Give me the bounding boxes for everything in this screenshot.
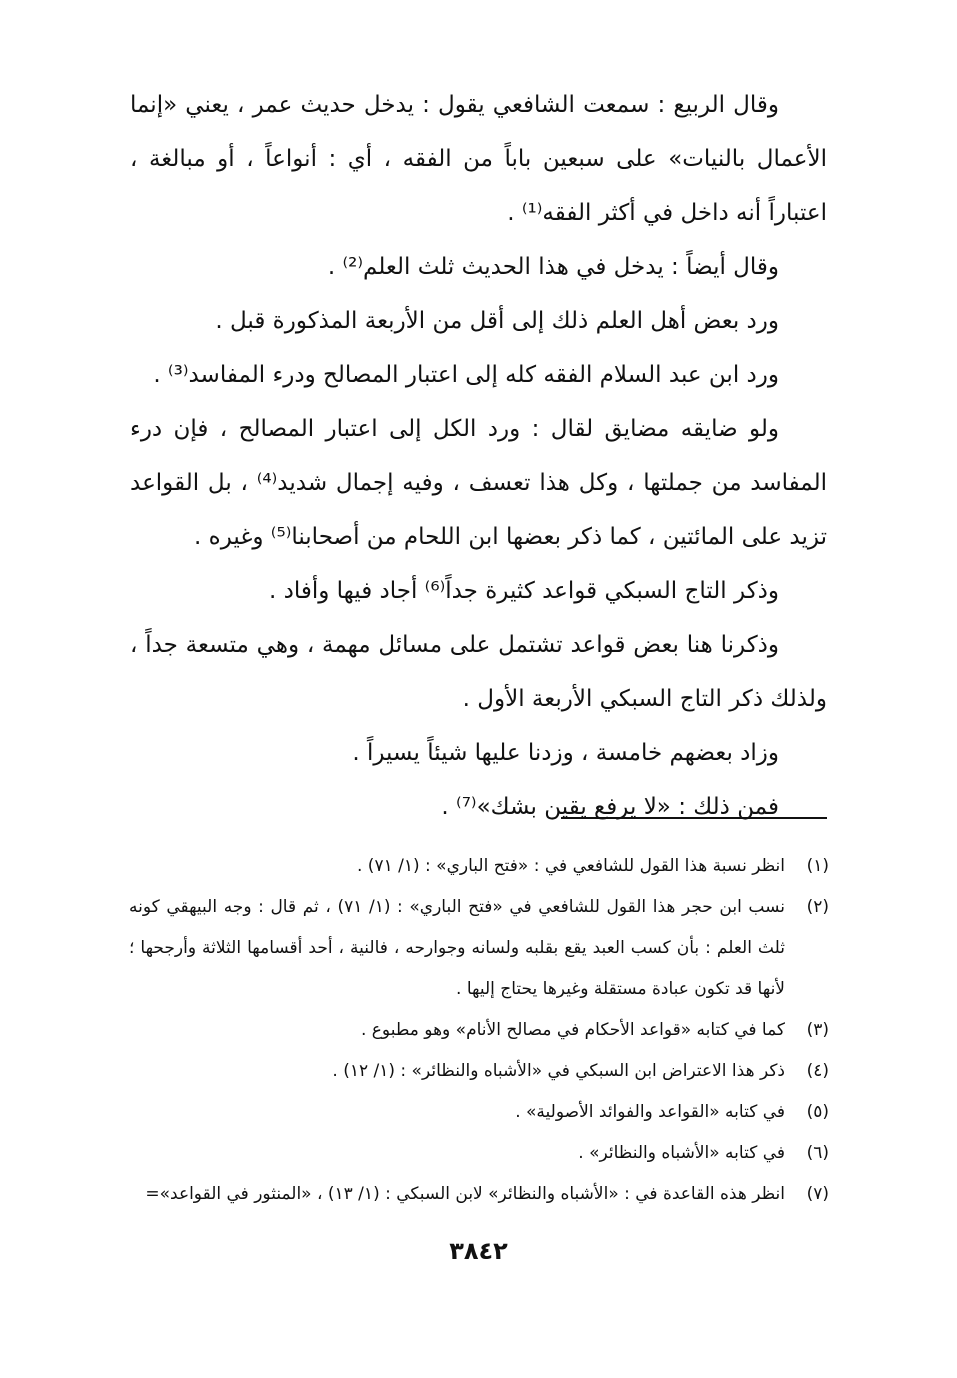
footnote: [129, 1174, 829, 1215]
paragraph: فمن ذلك : «لا يرفع يقين بشك»⁽⁷⁾ .: [441, 794, 779, 820]
footnote-text: انظر نسبة هذا القول للشافعي في : «فتح الباري» : (١/ ٧١) .: [357, 856, 785, 876]
footnote-number: (٣): [806, 1020, 829, 1040]
paragraph: وقال أيضاً : يدخل في هذا الحديث ثلث العلم⁽²⁾ .: [327, 254, 779, 280]
footnote-text: نسب ابن حجر هذا القول للشافعي في «فتح الباري» : (١/ ٧١) ، ثم قال : وجه البيهقي كونه ثلث العلم : بأن كسب العبد يقع بقلبه ولسانه وجوارحه ، فالنية ، أحد أقسامها الثلاثة وأرجحها ؛ لأنها قد تكون عبادة مستقلة وغيرها يحتاج إليها .: [129, 897, 785, 999]
page-number: ٣٨٤٢: [449, 1237, 508, 1265]
footnote-text: في كتابه «القواعد والفوائد الأصولية» .: [515, 1102, 785, 1122]
footnotes: [129, 846, 829, 1215]
main-text: [130, 78, 827, 834]
footnote-number: (٦): [806, 1143, 829, 1163]
footnote: [129, 887, 829, 1010]
footnote-number: (٥): [806, 1102, 829, 1122]
footnote: [129, 1010, 829, 1051]
paragraph: ورد ابن عبد السلام الفقه كله إلى اعتبار المصالح ودرء المفاسد⁽³⁾ .: [153, 362, 779, 388]
footnote: [129, 1092, 829, 1133]
footnote: [129, 1133, 829, 1174]
footnote-text: ذكر هذا الاعتراض ابن السبكي في «الأشباه والنظائر» : (١/ ١٢) .: [332, 1061, 785, 1081]
paragraph: ورد بعض أهل العلم ذلك إلى أقل من الأربعة المذكورة قبل .: [215, 308, 779, 334]
paragraph: وزاد بعضهم خامسة ، وزدنا عليها شيئاً يسيراً .: [352, 740, 779, 766]
footnote-number: (٢): [806, 897, 829, 917]
paragraph: وقال الربيع : سمعت الشافعي يقول : يدخل حديث عمر ، يعني «إنما الأعمال بالنيات» على سبعين باباً من الفقه ، أي : أنواعاً ، أو مبالغة ، اعتباراً أنه داخل في أكثر الفقه⁽¹⁾ .: [130, 92, 827, 226]
footnote-text: انظر هذه القاعدة في : «الأشباه والنظائر» لابن السبكي : (١/ ١٣) ، «المنثور في القواعد»=: [145, 1184, 785, 1204]
paragraph: ولو ضايقه مضايق لقال : ورد الكل إلى اعتبار المصالح ، فإن درء المفاسد من جملتها ، وكل هذا تعسف ، وفيه إجمال شديد⁽⁴⁾ ، بل القواعد تزيد على المائتين ، كما ذكر بعضها ابن اللحام من أصحابنا⁽⁵⁾ وغيره .: [130, 416, 827, 550]
footnote-number: (١): [806, 856, 829, 876]
footnote: [129, 1051, 829, 1092]
footnote-divider: [561, 817, 827, 819]
footnote-number: (٧): [806, 1184, 829, 1204]
footnote-text: في كتابه «الأشباه والنظائر» .: [578, 1143, 785, 1163]
footnote: [129, 846, 829, 887]
footnote-text: كما في كتابه «قواعد الأحكام في مصالح الأنام» وهو مطبوع .: [360, 1020, 785, 1040]
paragraph: وذكرنا هنا بعض قواعد تشتمل على مسائل مهمة ، وهي متسعة جداً ، ولذلك ذكر التاج السبكي الأربعة الأول .: [130, 632, 827, 712]
footnote-number: (٤): [806, 1061, 829, 1081]
paragraph: وذكر التاج السبكي قواعد كثيرة جداً⁽⁶⁾ أجاد فيها وأفاد .: [268, 578, 779, 604]
